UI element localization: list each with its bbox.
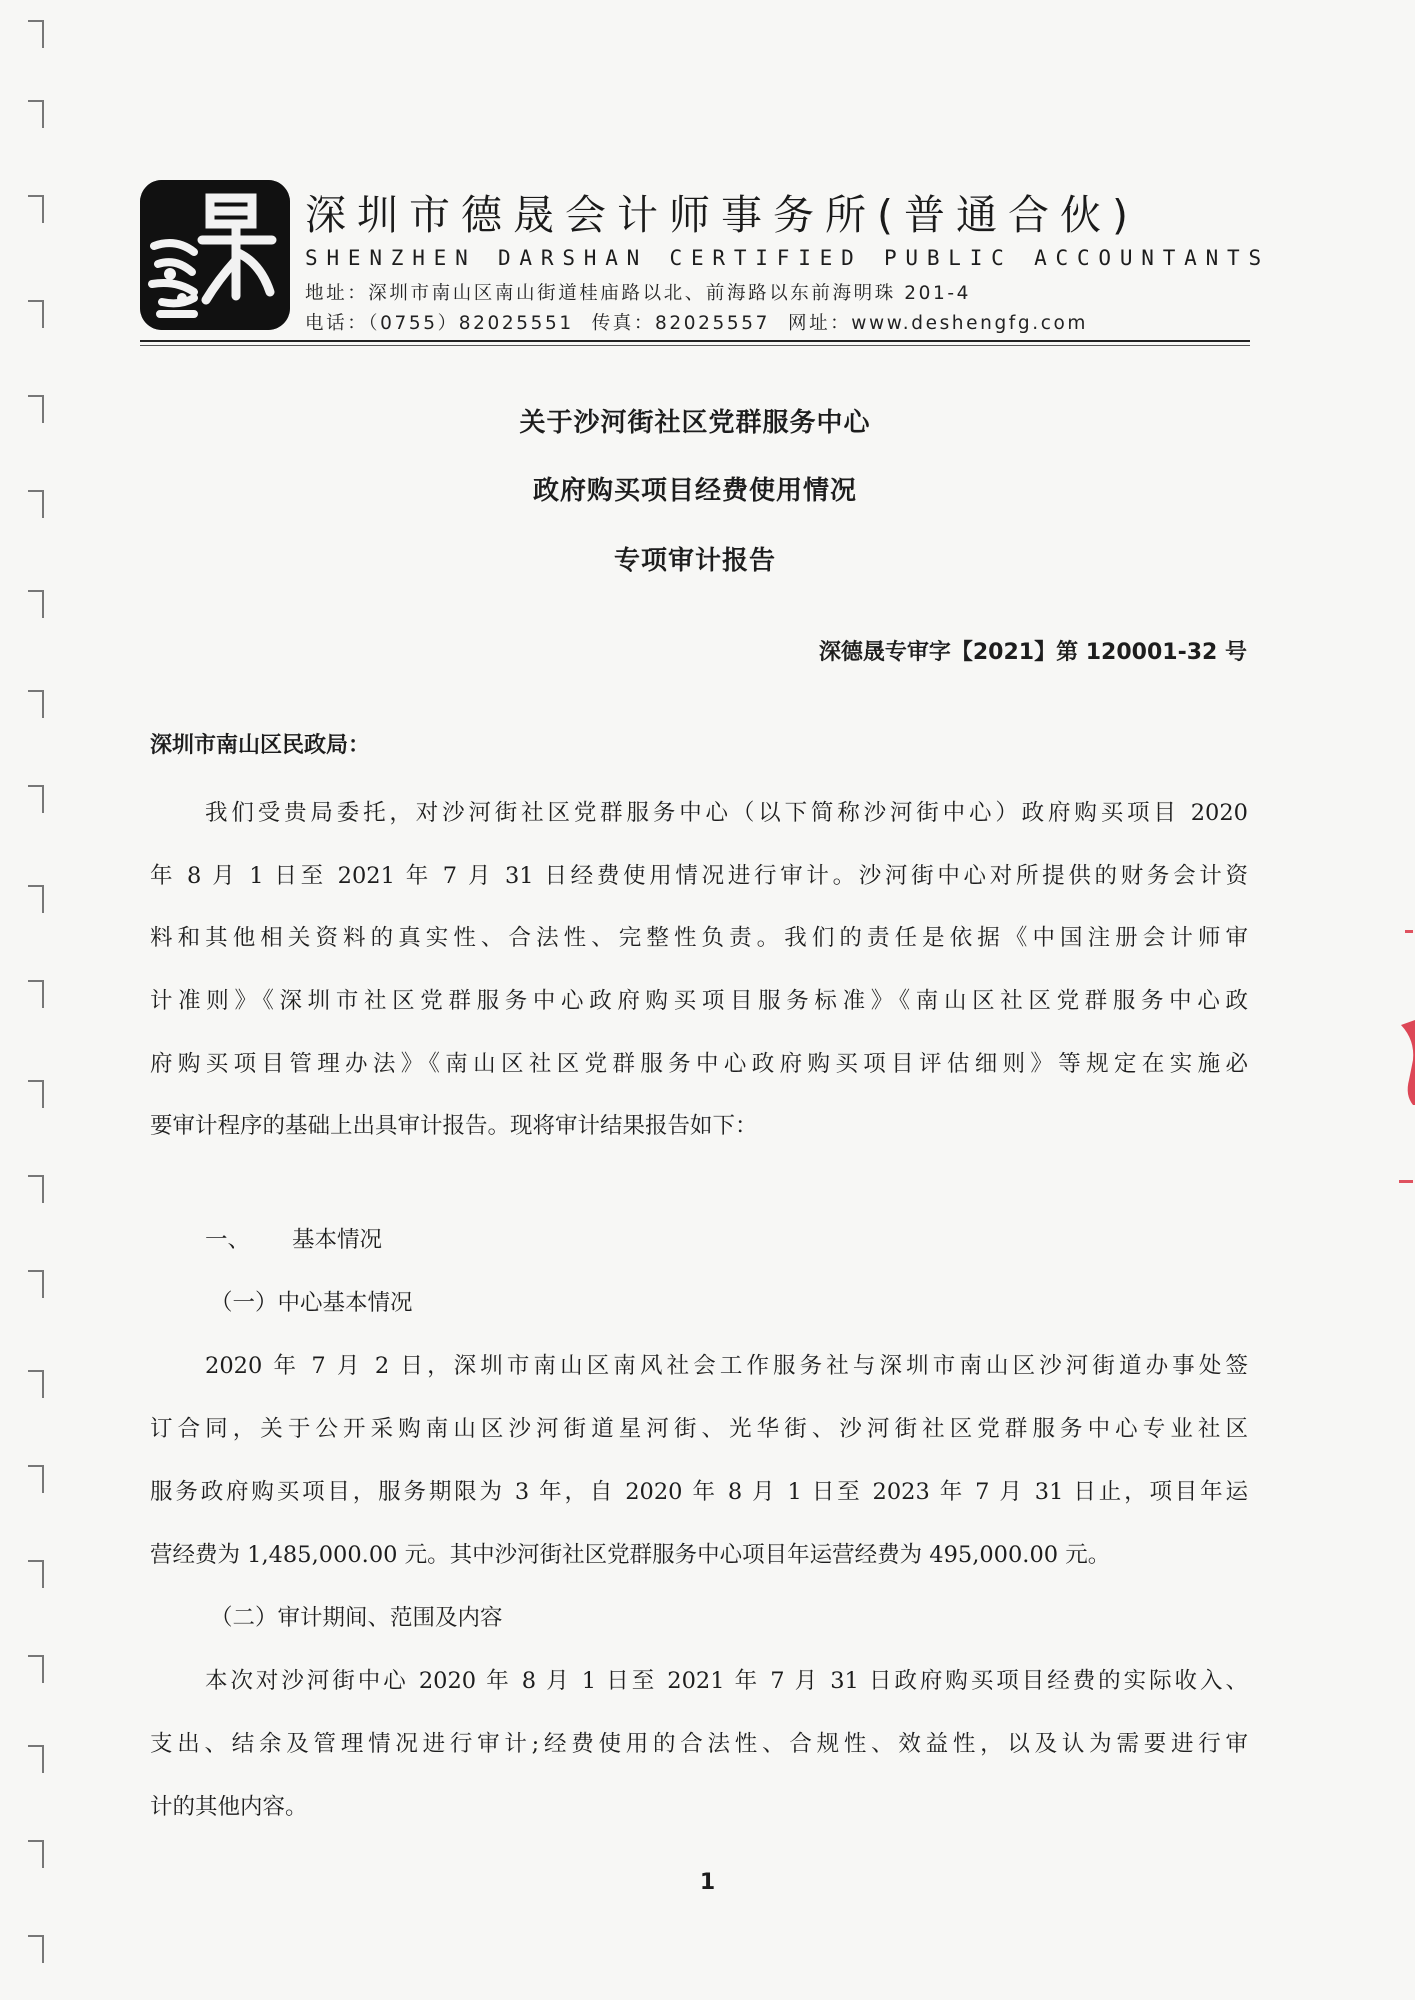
intro-line: 料和其他相关资料的真实性、合法性、完整性负责。我们的责任是依据《中国注册会计师审 [150, 925, 1248, 951]
binding-mark [28, 1270, 44, 1298]
subsection-2-title: （二）审计期间、范围及内容 [210, 1605, 503, 1631]
addressee: 深圳市南山区民政局： [150, 733, 371, 758]
binding-mark [28, 395, 44, 423]
binding-mark [28, 1655, 44, 1683]
binding-mark [28, 195, 44, 223]
report-title-line-2: 政府购买项目经费使用情况 [532, 476, 857, 506]
intro-line: 我们受贵局委托，对沙河街社区党群服务中心（以下简称沙河街中心）政府购买项目 2020 [205, 800, 1248, 826]
binding-mark [28, 1175, 44, 1203]
letterhead-divider [140, 345, 1250, 346]
intro-line: 计准则》《深圳市社区党群服务中心政府购买项目服务标准》《南山区社区党群服务中心政 [150, 988, 1248, 1014]
body-line: 营经费为 1,485,000.00 元。其中沙河街社区党群服务中心项目年运营经费为 495,000.00 元。 [150, 1542, 1111, 1568]
binding-mark [28, 690, 44, 718]
body-line: 本次对沙河街中心 2020 年 8 月 1 日至 2021 年 7 月 31 日政府购买项目经费的实际收入、 [205, 1668, 1248, 1694]
binding-mark [28, 980, 44, 1008]
letterhead-divider [140, 340, 1250, 342]
firm-contact-line [305, 309, 1250, 335]
binding-mark [28, 1745, 44, 1773]
firm-name-english: SHENZHEN DARSHAN CERTIFIED PUBLIC ACCOUNTANTS [305, 246, 1270, 270]
section-1-title: 基本情况 [292, 1227, 383, 1253]
firm-address: 地址：深圳市南山区南山街道桂庙路以北、前海路以东前海明珠 201-4 [305, 283, 972, 304]
firm-logo [140, 180, 290, 330]
body-line: 订合同，关于公开采购南山区沙河街道星河街、光华街、沙河街社区党群服务中心专业社区 [150, 1416, 1248, 1442]
binding-mark [28, 1840, 44, 1868]
binding-mark [28, 1080, 44, 1108]
intro-line: 要审计程序的基础上出具审计报告。现将审计结果报告如下： [150, 1113, 758, 1139]
firm-fax: 传真：82025557 [591, 313, 770, 334]
binding-mark [28, 100, 44, 128]
report-title-line-3: 专项审计报告 [613, 546, 776, 576]
binding-mark [28, 885, 44, 913]
binding-mark [28, 590, 44, 618]
document-number: 深德晟专审字【2021】第 120001-32 号 [818, 640, 1247, 665]
body-line: 计的其他内容。 [150, 1794, 308, 1820]
body-line: 2020 年 7 月 2 日，深圳市南山区南风社会工作服务社与深圳市南山区沙河街道办事处签 [205, 1353, 1248, 1379]
firm-phone: 电话：（0755）82025551 [305, 313, 574, 334]
body-line: 支出、结余及管理情况进行审计;经费使用的合法性、合规性、效益性，以及认为需要进行审 [150, 1731, 1248, 1757]
binding-mark [28, 1465, 44, 1493]
letterhead [140, 180, 1270, 340]
firm-name: 深圳市德晟会计师事务所(普通合伙) [305, 191, 1139, 239]
intro-line: 年 8 月 1 日至 2021 年 7 月 31 日经费使用情况进行审计。沙河街中心对所提供的财务会计资 [150, 863, 1248, 889]
firm-website: 网址：www.deshengfg.com [787, 313, 1089, 334]
binding-mark [28, 490, 44, 518]
binding-mark [28, 20, 44, 48]
body-line: 服务政府购买项目，服务期限为 3 年，自 2020 年 8 月 1 日至 2023 年 7 月 31 日止，项目年运 [150, 1479, 1248, 1505]
binding-marks [28, 0, 58, 2000]
page-number: 1 [699, 1870, 716, 1895]
binding-mark [28, 300, 44, 328]
report-title-line-1: 关于沙河街社区党群服务中心 [519, 408, 871, 438]
intro-line: 府购买项目管理办法》《南山区社区党群服务中心政府购买项目评估细则》等规定在实施必 [150, 1051, 1248, 1077]
subsection-1-title: （一）中心基本情况 [210, 1290, 413, 1316]
firm-logo-icon [140, 180, 290, 330]
binding-mark [28, 1935, 44, 1963]
binding-mark [28, 1560, 44, 1588]
section-1-number: 一、 [205, 1227, 251, 1253]
binding-mark [28, 1370, 44, 1398]
seal-fragment [1375, 930, 1415, 1190]
binding-mark [28, 785, 44, 813]
